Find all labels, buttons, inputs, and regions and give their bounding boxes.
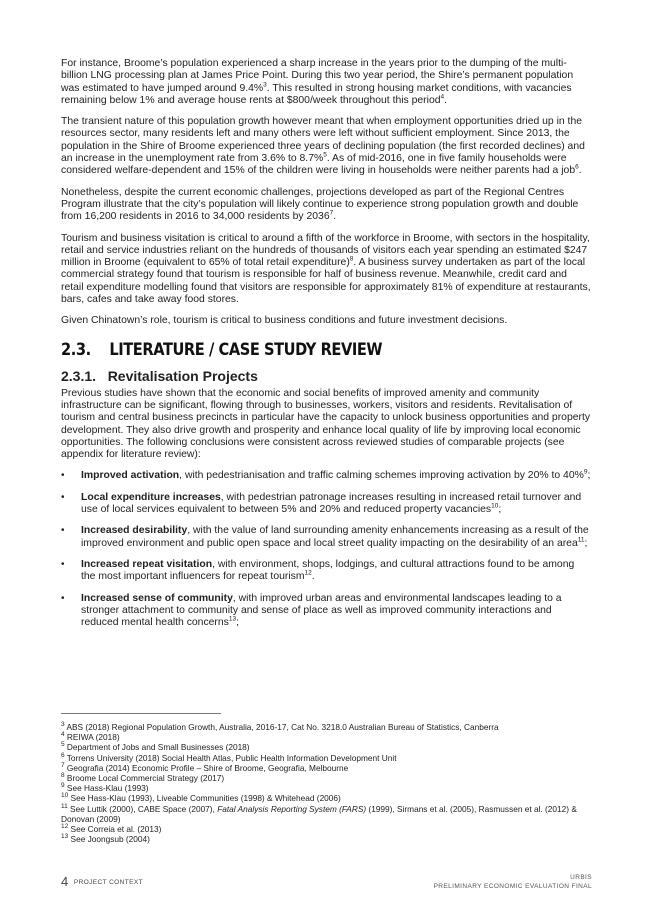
page-footer-left xyxy=(61,874,143,889)
footnote-7: $^7$ Geografia (2014) Economic Profile – Shire of Broome, Geografia, Melbourne xyxy=(61,762,349,773)
page-number: 4 xyxy=(61,874,69,889)
footnote-11: $^{11}$ See Luttik (2000), CABE Space (2007), Fatal Analysis Reporting System (FARS) (1999), Sirmans et al. (2005), Rasmussen et al. (2012) & Donovan (2009) xyxy=(61,802,577,824)
page-body xyxy=(61,58,591,638)
paragraph-previous-studies: Previous studies have shown that the economic and social benefits of improved amenity and community infrastructure can be significant, flowing through to businesses, workers, visitors and residents. Revitalisation of tourism and central business precincts in particular have the capacity to unlock business opportunities and property development. They also drive growth and prosperity and enhance local quality of life by improving local economic opportunities. The following conclusions were consistent across reviewed studies of comparable projects (see appendix for literature review): xyxy=(61,387,591,461)
footnote-5: $^5$ Department of Jobs and Small Businesses (2018) xyxy=(61,741,250,753)
footnote-8: $^8$ Broome Local Commercial Strategy (2017) xyxy=(61,772,225,784)
bullet-icon: • xyxy=(61,491,65,503)
conclusions-list xyxy=(61,470,591,629)
footnote-ref-3[interactable]: 3 xyxy=(263,81,267,89)
paragraph-tourism: Tourism and business visitation is critical to around a fifth of the workforce in Broome, with sectors in the hospitality, retail and service industries reliant on the hundreds of thousands of visitors each year spending an estimated $247 million in Broome (equivalent to 65% of total retail expenditure)$^8$. A business survey undertaken as part of the local commercial strategy found that tourism is responsible for half of business revenue. Meanwhile, credit card and retail expenditure modelling found that visitors are responsible for approximately 81% of expenditure at restaurants, bars, cafes and take away food stores. xyxy=(61,232,591,306)
bullet-icon: • xyxy=(61,470,65,482)
bullet-icon: • xyxy=(61,592,65,604)
paragraph-chinatown-role: Given Chinatown’s role, tourism is critical to business conditions and future investment decisions. xyxy=(61,315,508,327)
page-footer-right xyxy=(434,873,592,891)
paragraph-population-increase: For instance, Broome’s population experienced a sharp increase in the years prior to the dumping of the multi-billion LNG processing plan at James Price Point. During this two year period, the Shire’s permanent population was estimated to have jumped around 9.4%$^3$. This resulted in strong housing market conditions, with vacancies remaining below 1% and average house rents at $800/week throughout this period$^4$. xyxy=(61,58,574,106)
footnote-ref-8[interactable]: 8 xyxy=(349,255,354,263)
list-item: • Increased desirability, with the value of land surrounding amenity enhancements increasing as a result of the improved environment and public open space and local street quality impacting on the desirability of an area$^{11}$; xyxy=(61,525,589,549)
footnote-13: $^{13}$ See Joongsub (2004) xyxy=(61,833,150,845)
footnote-9: $^9$ See Hass-Klau (1993) xyxy=(61,782,149,794)
footnote-3: $^3$ ABS (2018) Regional Population Growth, Australia, 2016-17, Cat No. 3218.0 Australian Bureau of Statistics, Canberra xyxy=(61,721,499,732)
footnote-12: $^{12}$ See Correia et al. (2013) xyxy=(61,823,162,835)
bullet-icon: • xyxy=(61,525,65,537)
footnote-ref-13[interactable]: 13 xyxy=(228,615,237,623)
list-item: • Improved activation, with pedestrianisation and traffic calming schemes improving activation by 20% to 40%$^9$; xyxy=(61,468,591,482)
bullet-icon: • xyxy=(61,558,65,570)
footnote-divider xyxy=(61,713,221,714)
footer-section: PROJECT CONTEXT xyxy=(73,879,143,886)
footnote-4: $^4$ REIWA (2018) xyxy=(61,731,120,743)
list-item: • Increased repeat visitation, with environment, shops, lodgings, and cultural attractions found to be among the most important influencers for repeat tourism$^{12}$. xyxy=(61,558,575,583)
footnote-ref-5[interactable]: 5 xyxy=(323,151,327,159)
footer-report-title: PRELIMINARY ECONOMIC EVALUATION FINAL xyxy=(433,883,592,890)
section-heading: 2.3. LITERATURE / CASE STUDY REVIEW xyxy=(61,339,383,360)
footnote-ref-6[interactable]: 6 xyxy=(575,163,579,171)
footnote-ref-11[interactable]: 11 xyxy=(577,536,585,544)
footnote-ref-7[interactable]: 7 xyxy=(329,209,334,217)
footnote-6: $^6$ Torrens University (2018) Social Health Atlas, Public Health Information Development Unit xyxy=(61,751,397,763)
list-item: • Increased sense of community, with improved urban areas and environmental landscapes leading to a stronger attachment to community and sense of place as well as improved community interactions and reduced mental health concerns$^{13}$; xyxy=(61,592,562,629)
footnote-ref-4[interactable]: 4 xyxy=(440,93,445,101)
paragraph-population-projections: Nonetheless, despite the current economic challenges, projections developed as part of the Regional Centres Program illustrate that the city’s population will likely continue to experience strong population growth and double from 16,200 residents in 2016 to 34,000 residents by 2036$^7$. xyxy=(61,186,579,223)
footnote-ref-12[interactable]: 12 xyxy=(304,569,312,577)
footnote-ref-9[interactable]: 9 xyxy=(583,468,588,476)
paragraph-transient-population: The transient nature of this population growth however meant that when employment opportunities dried up in the resources sector, many residents left and many others were left without sufficient employment. Since 2013, the population in the Shire of Broome experienced three years of declining population (the first recorded declines) and an increase in the unemployment rate from 3.6% to 8.7%$^5$. As of mid-2016, one in five family households were considered welfare-dependent and 15% of the children were living in households were neither parents had a job$^6$. xyxy=(61,116,585,177)
footnote-ref-10[interactable]: 10 xyxy=(491,502,499,510)
list-item: • Local expenditure increases, with pedestrian patronage increases resulting in increased retail turnover and use of local services equivalent to between 5% and 20% and reduced property vacancies$^{10}$; xyxy=(61,491,582,516)
subsection-heading: 2.3.1. Revitalisation Projects xyxy=(61,367,258,384)
footnote-10: $^{10}$ See Hass-Klau (1993), Liveable Communities (1998) & Whitehead (2006) xyxy=(61,792,341,804)
footer-company: URBIS xyxy=(570,874,592,881)
footnotes xyxy=(61,722,591,844)
